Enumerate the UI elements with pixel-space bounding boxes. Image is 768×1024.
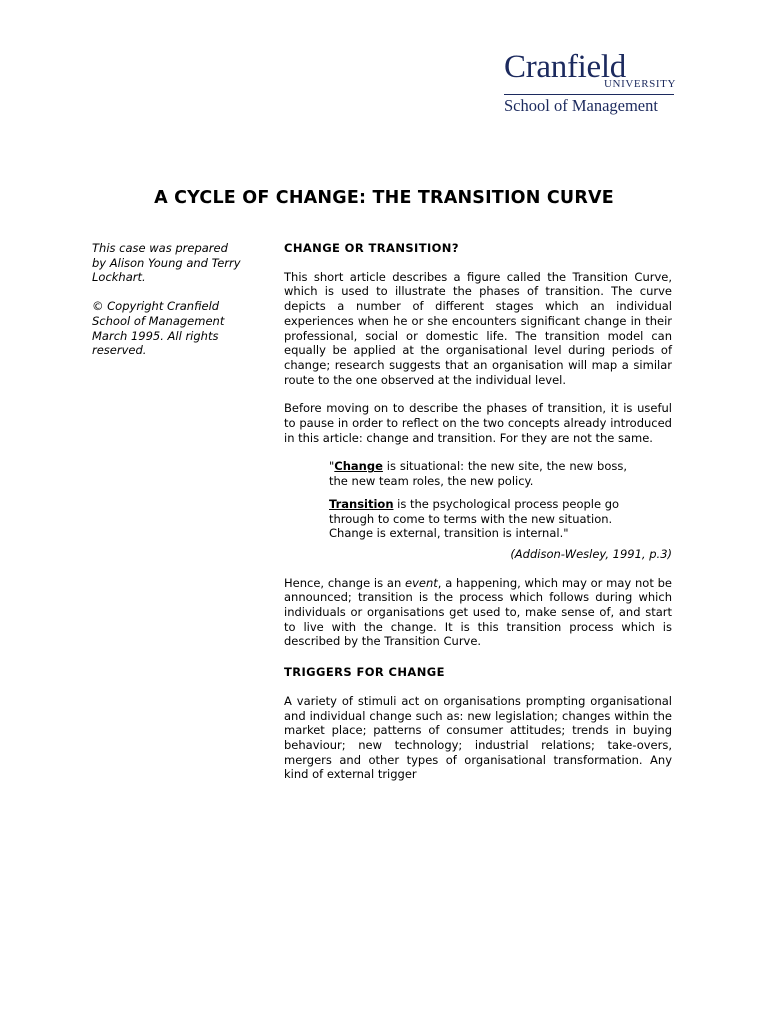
quote-transition-text: is the psychological process people go through to come to terms with the new situation. Change is external, transition is internal." <box>329 496 620 541</box>
page-title: A CYCLE OF CHANGE: THE TRANSITION CURVE <box>154 188 614 208</box>
emphasis-event: event <box>405 575 438 590</box>
paragraph-event-before: Hence, change is an <box>284 575 406 590</box>
cranfield-logo <box>504 50 676 116</box>
paragraph-event <box>284 576 672 650</box>
side-note-prepared: This case was prepared by Alison Young and Terry Lockhart. <box>92 241 241 285</box>
quote-change <box>329 459 627 488</box>
main-content <box>284 241 672 796</box>
quote-change-text: is situational: the new site, the new boss, the new team roles, the new policy. <box>329 459 627 489</box>
logo-university: UNIVERSITY <box>604 78 676 90</box>
quote-citation: (Addison-Wesley, 1991, p.3) <box>510 546 672 561</box>
paragraph-concepts: Before moving on to describe the phases of transition, it is useful to pause in order to reflect on the two concepts already introduced in this article: change and transition. For they are not the same. <box>284 401 672 445</box>
quote-open-mark: " <box>329 459 335 474</box>
block-quote <box>329 459 627 541</box>
paragraph-event-after: , a happening, which may or may not be announced; transition is the process which follows during which individuals or organisations get used to, make sense of, and start to live with the change. It is this transition process which is described by the Transition Curve. <box>284 575 672 649</box>
side-note <box>92 241 242 372</box>
logo-divider <box>504 94 674 95</box>
logo-name: Cranfield <box>504 49 626 85</box>
paragraph-intro: This short article describes a figure called the Transition Curve, which is used to illustrate the phases of transition. The curve depicts a number of different stages which an individual experiences when he or she encounters significant change in their professional, social or domestic life. The transition model can equally be applied at the organisational level during periods of change; research suggests that an organisation will map a similar route to the one observed at the individual level. <box>284 269 672 387</box>
side-note-copyright: © Copyright Cranfield School of Management March 1995. All rights reserved. <box>92 299 225 358</box>
section-heading-change-or-transition: CHANGE OR TRANSITION? <box>284 241 459 255</box>
paragraph-triggers: A variety of stimuli act on organisations prompting organisational and individual change such as: new legislation; changes within the market place; patterns of consumer attitudes; trends in buying behaviour; new technology; industrial relations; take-overs, mergers and other types of organisational transformation. Any kind of external trigger <box>284 693 672 782</box>
quote-transition <box>329 497 627 541</box>
term-transition: Transition <box>329 496 394 511</box>
section-heading-triggers: TRIGGERS FOR CHANGE <box>284 665 445 680</box>
term-change: Change <box>334 459 383 474</box>
logo-school: School of Management <box>504 96 658 115</box>
